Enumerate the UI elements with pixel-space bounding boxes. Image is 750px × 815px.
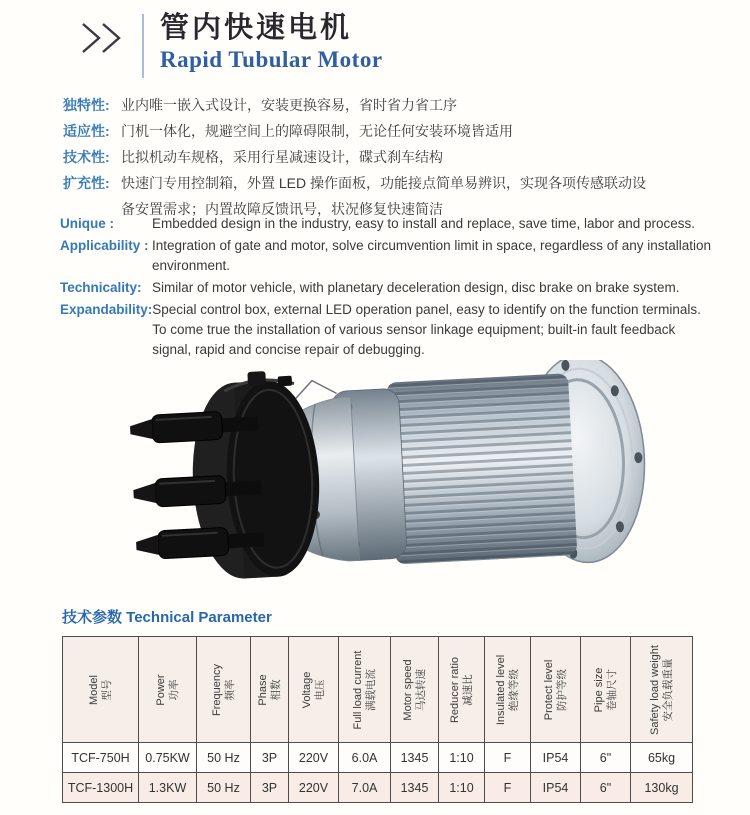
motor-product-photo: [103, 360, 648, 597]
page-header: [80, 12, 383, 78]
col-header-reducer-ratio: Reducer ratio 减速比: [439, 637, 485, 743]
table-title: 技术参数 Technical Parameter: [62, 609, 272, 626]
table-body: [63, 743, 693, 803]
feature-list-zh: [63, 92, 713, 222]
feature-item: [60, 300, 730, 360]
col-header-insulated-level: Insulated level 绝缘等级: [485, 637, 531, 743]
table-cell: 3P: [251, 743, 289, 773]
col-header-safety-load-weight: Safety load weight 安全负载重量: [631, 637, 693, 743]
page-title-zh: 管内快速电机: [160, 12, 353, 44]
table-cell: 1.3KW: [139, 773, 197, 803]
table-head: [63, 637, 693, 743]
feature-item: [63, 144, 713, 170]
feature-text: 门机一体化，规避空间上的障碍限制，无论任何安装环境皆适用: [121, 123, 513, 139]
technical-parameter-section: [62, 606, 694, 803]
page-title-en: Rapid Tubular Motor: [160, 47, 383, 73]
table-cell: IP54: [531, 743, 581, 773]
feature-text: 比拟机动车规格，采用行星减速设计，碟式刹车结构: [121, 149, 443, 165]
feature-item: [63, 92, 713, 118]
col-header-model: Model 型号: [63, 637, 139, 743]
feature-item: [60, 236, 730, 276]
feature-label: Applicability :: [60, 238, 149, 253]
table-cell: 1:10: [439, 773, 485, 803]
table-cell: F: [485, 743, 531, 773]
table-cell: 130kg: [631, 773, 693, 803]
col-header-frequency: Frequency 频率: [197, 637, 251, 743]
feature-item: [63, 118, 713, 144]
table-row: [63, 773, 693, 803]
feature-label: 适应性:: [63, 123, 110, 139]
table-cell: 220V: [289, 773, 339, 803]
feature-text: 快速门专用控制箱，外置 LED 操作面板，功能接点简单易辨识，实现各项传感联动设备安置需求；内置故障反馈讯号，状况修复快速简洁: [121, 175, 647, 217]
header-divider: [142, 14, 144, 78]
col-header-full-load-current: Full load current 满载电流: [339, 637, 391, 743]
table-cell: 50 Hz: [197, 773, 251, 803]
table-cell: 1:10: [439, 743, 485, 773]
technical-parameter-table: [62, 636, 693, 803]
table-cell: 0.75KW: [139, 743, 197, 773]
table-cell: 50 Hz: [197, 743, 251, 773]
table-header-row: [63, 637, 693, 743]
table-cell: 7.0A: [339, 773, 391, 803]
table-cell: 3P: [251, 773, 289, 803]
table-cell: TCF-750H: [63, 743, 139, 773]
feature-label: 技术性:: [63, 149, 110, 165]
feature-item: [60, 214, 730, 234]
table-cell: TCF-1300H: [63, 773, 139, 803]
table-cell: 65kg: [631, 743, 693, 773]
feature-label: 扩充性:: [63, 175, 110, 191]
feature-label: Technicality:: [60, 280, 142, 295]
feature-text: Embedded design in the industry, easy to install and replace, save time, labor and process.: [152, 216, 696, 231]
feature-list-en: [60, 214, 730, 362]
feature-item: [60, 278, 730, 298]
table-row: [63, 743, 693, 773]
table-cell: 1345: [391, 743, 439, 773]
table-cell: 220V: [289, 743, 339, 773]
feature-text: Special control box, external LED operation panel, easy to identify on the function terminals. To come true the installation of various sensor linkage equipment; built-in fault feedback signal, rapid and concise repair of debugging.: [152, 302, 701, 357]
table-cell: IP54: [531, 773, 581, 803]
table-cell: 6": [581, 743, 631, 773]
col-header-phase: Phase 相数: [251, 637, 289, 743]
feature-label: 独特性:: [63, 97, 110, 113]
feature-label: Unique :: [60, 216, 114, 231]
feature-text: 业内唯一嵌入式设计，安装更换容易，省时省力省工序: [121, 97, 457, 113]
table-cell: 1345: [391, 773, 439, 803]
col-header-pipe-size: Pipe size 卷轴尺寸: [581, 637, 631, 743]
table-cell: 6": [581, 773, 631, 803]
col-header-power: Power 功率: [139, 637, 197, 743]
feature-text: Integration of gate and motor, solve circumvention limit in space, regardless of any installation environment.: [152, 238, 712, 273]
col-header-motor-speed: Motor speed 马达转速: [391, 637, 439, 743]
feature-label: Expandability:: [60, 302, 153, 317]
feature-text: Similar of motor vehicle, with planetary deceleration design, disc brake on brake system.: [152, 280, 680, 295]
double-chevron-right-icon: [80, 20, 124, 56]
table-cell: 6.0A: [339, 743, 391, 773]
col-header-voltage: Voltage 电压: [289, 637, 339, 743]
table-cell: F: [485, 773, 531, 803]
title-block: [160, 12, 383, 73]
col-header-protect-level: Protect level 防护等级: [531, 637, 581, 743]
